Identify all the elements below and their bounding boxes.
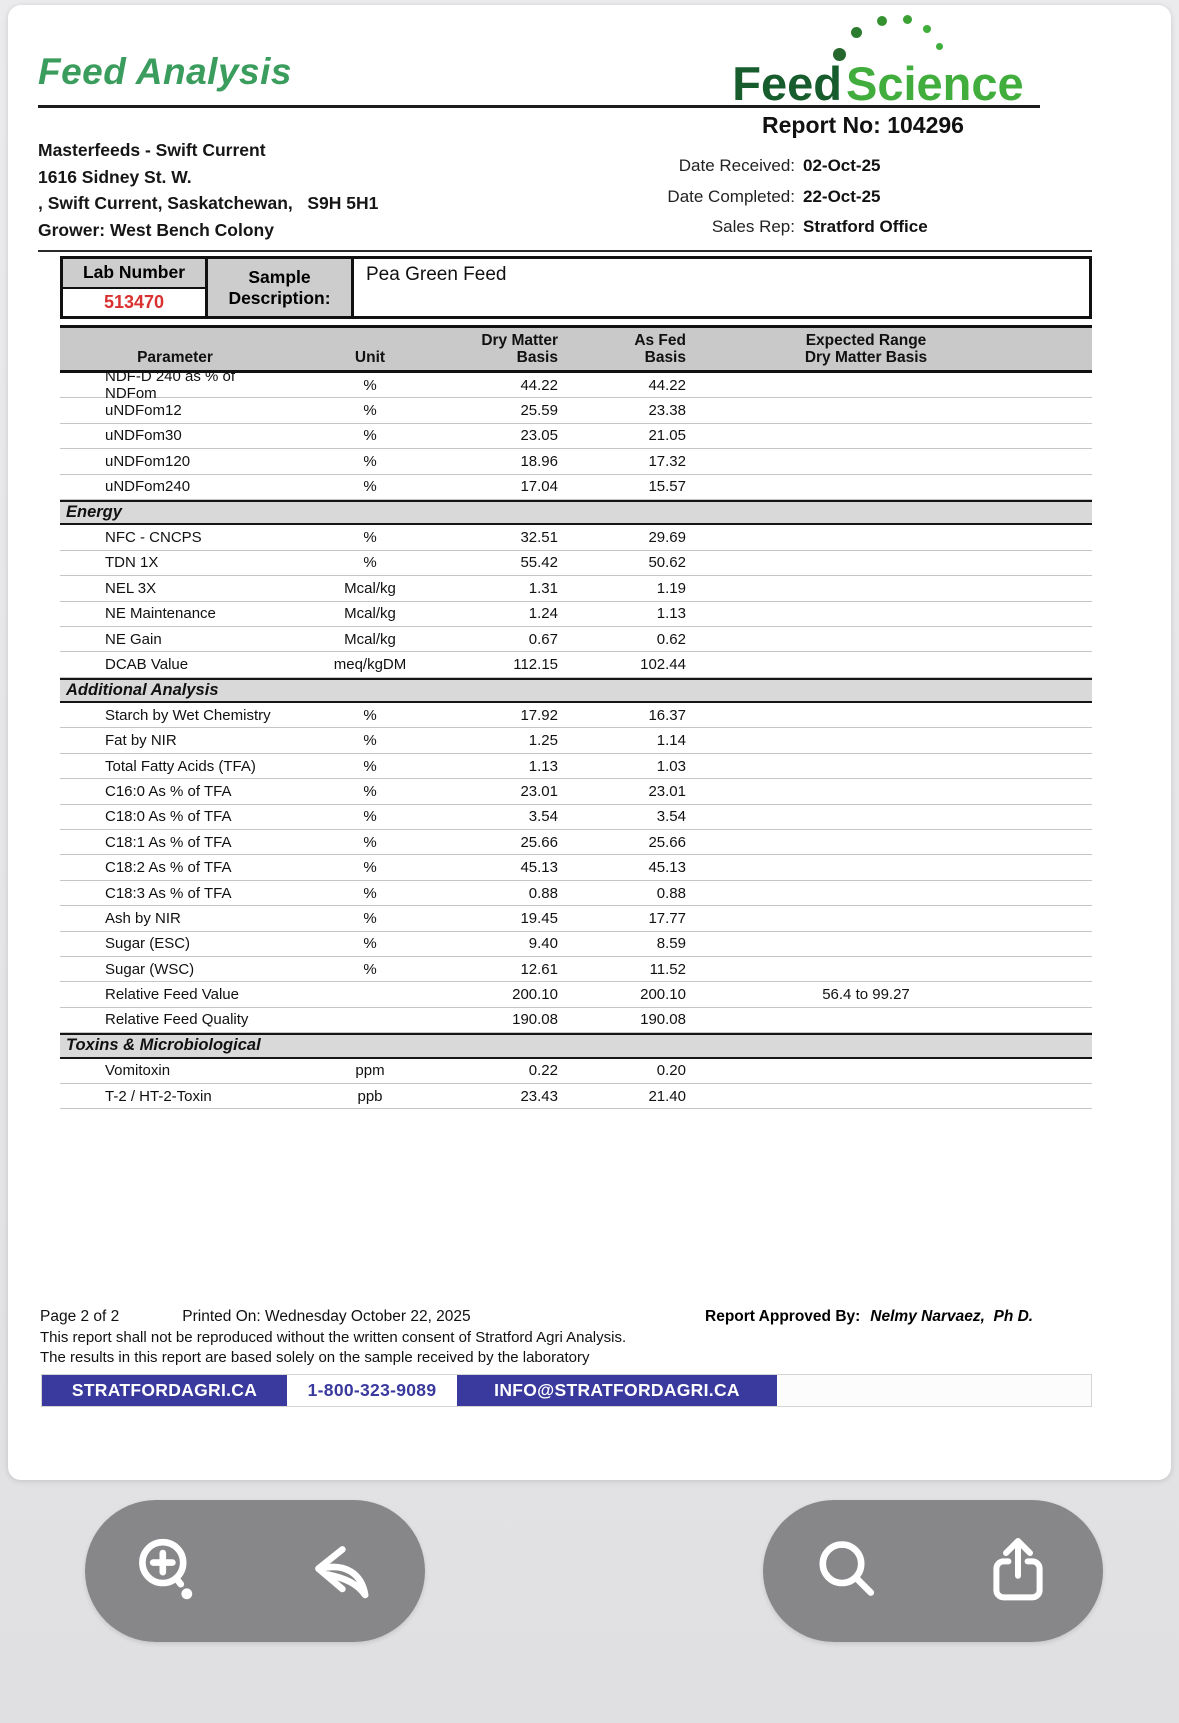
- table-row: [60, 982, 1092, 1007]
- cell-dry-matter: 18.96: [520, 452, 558, 470]
- cell-unit: %: [363, 529, 377, 547]
- lab-number-column: [63, 259, 208, 316]
- cell-unit: %: [363, 935, 377, 953]
- section-header: Additional Analysis: [60, 678, 1092, 703]
- approved-by-label: Report Approved By:: [705, 1308, 861, 1325]
- table-body: [60, 368, 1092, 1109]
- printed-on: Printed On: Wednesday October 22, 2025: [182, 1308, 471, 1325]
- cell-dry-matter: 1.13: [528, 757, 558, 775]
- report-page: [8, 5, 1171, 1480]
- cell-dry-matter: 1.31: [528, 579, 558, 597]
- table-row: [60, 424, 1092, 449]
- cell-as-fed: 0.62: [656, 630, 686, 648]
- table-row: [60, 1084, 1092, 1109]
- cell-as-fed: 45.13: [648, 859, 686, 877]
- lab-number-value: 513470: [103, 291, 165, 312]
- undo-button[interactable]: [295, 1526, 385, 1616]
- cell-as-fed: 29.69: [648, 529, 686, 547]
- share-button[interactable]: [973, 1526, 1063, 1616]
- table-row: [60, 728, 1092, 753]
- doc-title: Feed Analysis: [38, 51, 292, 92]
- table-row: [60, 602, 1092, 627]
- table-row: [60, 830, 1092, 855]
- footer-link[interactable]: 1-800-323-9089: [287, 1375, 457, 1406]
- col-header-as-fed: As Fed Basis: [634, 332, 686, 366]
- cell-as-fed: 44.22: [648, 376, 686, 394]
- table-row: [60, 551, 1092, 576]
- cell-as-fed: 190.08: [640, 1011, 686, 1029]
- cell-as-fed: 17.77: [648, 909, 686, 927]
- cell-parameter: C18:3 As % of TFA: [105, 884, 232, 902]
- table-row: [60, 398, 1092, 423]
- cell-parameter: uNDFom120: [105, 452, 191, 470]
- cell-parameter: NE Maintenance: [105, 605, 216, 623]
- report-info-row: [523, 212, 993, 243]
- table-row: [60, 652, 1092, 677]
- table-row: [60, 576, 1092, 601]
- table-header-row: [60, 325, 1092, 373]
- cell-dry-matter: 1.25: [528, 732, 558, 750]
- search-button[interactable]: [803, 1526, 893, 1616]
- cell-dry-matter: 45.13: [520, 859, 558, 877]
- cell-as-fed: 0.88: [656, 884, 686, 902]
- cell-unit: %: [363, 478, 377, 496]
- cell-as-fed: 25.66: [648, 833, 686, 851]
- zoom-in-icon: [134, 1535, 206, 1607]
- cell-parameter: C18:2 As % of TFA: [105, 859, 232, 877]
- divider: [38, 250, 1092, 252]
- cell-unit: %: [363, 808, 377, 826]
- report-info-row: [523, 182, 993, 213]
- info-label: Date Received:: [678, 156, 795, 176]
- cell-as-fed: 23.01: [648, 782, 686, 800]
- table-row: [60, 525, 1092, 550]
- footer-line: [40, 1308, 471, 1326]
- cell-as-fed: 1.13: [656, 605, 686, 623]
- table-row: [60, 881, 1092, 906]
- report-number: Report No: 104296: [762, 112, 964, 138]
- cell-as-fed: 1.14: [656, 732, 686, 750]
- cell-expected-range: 56.4 to 99.27: [822, 986, 910, 1004]
- cell-dry-matter: 23.01: [520, 782, 558, 800]
- cell-unit: %: [363, 402, 377, 420]
- section-header: Toxins & Microbiological: [60, 1033, 1092, 1058]
- cell-unit: %: [363, 554, 377, 572]
- cell-dry-matter: 25.66: [520, 833, 558, 851]
- cell-parameter: NFC - CNCPS: [105, 529, 202, 547]
- table-row: [60, 449, 1092, 474]
- cell-as-fed: 8.59: [656, 935, 686, 953]
- search-icon: [812, 1535, 884, 1607]
- cell-parameter: uNDFom12: [105, 402, 182, 420]
- table-row: [60, 957, 1092, 982]
- cell-as-fed: 15.57: [648, 478, 686, 496]
- cell-dry-matter: 44.22: [520, 376, 558, 394]
- info-value: 02-Oct-25: [803, 156, 881, 176]
- table-row: [60, 779, 1092, 804]
- cell-dry-matter: 25.59: [520, 402, 558, 420]
- feedscience-logo: [668, 57, 1088, 110]
- table-row: [60, 855, 1092, 880]
- cell-dry-matter: 0.88: [528, 884, 558, 902]
- cell-unit: %: [363, 757, 377, 775]
- cell-unit: %: [363, 376, 377, 394]
- cell-unit: %: [363, 732, 377, 750]
- table-row: [60, 368, 1092, 403]
- table-row: [60, 1059, 1092, 1084]
- cell-parameter: DCAB Value: [105, 655, 189, 673]
- section-header: Energy: [60, 500, 1092, 525]
- info-value: 22-Oct-25: [803, 186, 881, 206]
- cell-unit: %: [363, 452, 377, 470]
- cell-unit: Mcal/kg: [344, 579, 396, 597]
- address-line: Grower: West Bench Colony: [38, 219, 274, 240]
- col-header-parameter: Parameter: [137, 349, 213, 366]
- table-row: [60, 703, 1092, 728]
- cell-parameter: NEL 3X: [105, 579, 157, 597]
- footer-link[interactable]: STRATFORDAGRI.CA: [42, 1375, 287, 1406]
- table-row: [60, 906, 1092, 931]
- cell-as-fed: 16.37: [648, 706, 686, 724]
- report-info: [523, 151, 993, 243]
- toolbar-left-pill: [85, 1500, 425, 1642]
- cell-dry-matter: 17.92: [520, 706, 558, 724]
- info-value: Stratford Office: [803, 217, 928, 237]
- cell-dry-matter: 190.08: [512, 1011, 558, 1029]
- cell-dry-matter: 1.24: [528, 605, 558, 623]
- approved-by-value: Nelmy Narvaez, Ph D.: [870, 1308, 1034, 1325]
- cell-as-fed: 11.52: [649, 960, 686, 978]
- col-header-unit: Unit: [354, 349, 386, 366]
- cell-parameter: uNDFom30: [105, 427, 182, 445]
- cell-as-fed: 200.10: [640, 986, 686, 1004]
- page-indicator: Page 2 of 2: [40, 1308, 120, 1325]
- cell-as-fed: 3.54: [656, 808, 686, 826]
- address-line: Masterfeeds - Swift Current: [38, 140, 266, 160]
- approved-by: [705, 1308, 1033, 1326]
- lab-number-label: Lab Number: [63, 259, 205, 289]
- cell-unit: %: [363, 427, 377, 445]
- cell-unit: meq/kgDM: [333, 655, 407, 673]
- cell-unit: %: [363, 706, 377, 724]
- cell-unit: Mcal/kg: [344, 630, 396, 648]
- address-block: [38, 137, 378, 243]
- cell-dry-matter: 55.42: [520, 554, 558, 572]
- cell-as-fed: 102.44: [640, 655, 686, 673]
- cell-as-fed: 21.40: [648, 1087, 686, 1105]
- cell-unit: Mcal/kg: [344, 605, 396, 623]
- cell-unit: %: [363, 859, 377, 877]
- sample-description-label: Sample Description:: [208, 259, 354, 316]
- table-row: [60, 475, 1092, 500]
- cell-unit: %: [363, 782, 377, 800]
- cell-parameter: C18:1 As % of TFA: [105, 833, 232, 851]
- cell-unit: %: [363, 884, 377, 902]
- cell-parameter: NE Gain: [105, 630, 162, 648]
- cell-dry-matter: 17.04: [520, 478, 558, 496]
- cell-parameter: Relative Feed Value: [105, 986, 239, 1004]
- table-row: [60, 754, 1092, 779]
- cell-unit: %: [363, 960, 377, 978]
- cell-parameter: Relative Feed Quality: [105, 1011, 249, 1029]
- cell-dry-matter: 0.67: [528, 630, 558, 648]
- disclaimer-1: This report shall not be reproduced without the written consent of Stratford Agri Analysis.: [40, 1329, 627, 1346]
- cell-as-fed: 21.05: [648, 427, 686, 445]
- cell-parameter: TDN 1X: [105, 554, 159, 572]
- cell-parameter: Starch by Wet Chemistry: [105, 706, 271, 724]
- cell-parameter: Total Fatty Acids (TFA): [105, 757, 256, 775]
- disclaimer-2: The results in this report are based solely on the sample received by the laboratory: [40, 1349, 590, 1366]
- address-line: 1616 Sidney St. W.: [38, 166, 192, 187]
- undo-icon: [304, 1535, 376, 1607]
- address-line: , Swift Current, Saskatchewan, S9H 5H1: [38, 193, 379, 213]
- contact-bar: [41, 1374, 1092, 1407]
- cell-parameter: Ash by NIR: [105, 909, 181, 927]
- info-label: Date Completed:: [667, 186, 795, 206]
- cell-dry-matter: 112.15: [513, 655, 558, 673]
- cell-dry-matter: 19.45: [520, 909, 558, 927]
- cell-as-fed: 1.03: [656, 757, 686, 775]
- cell-parameter: uNDFom240: [105, 478, 191, 496]
- cell-parameter: NDF-D 240 as % of NDFom: [105, 368, 236, 403]
- cell-dry-matter: 23.05: [520, 427, 558, 445]
- report-info-row: [523, 151, 993, 182]
- cell-parameter: Sugar (WSC): [105, 960, 195, 978]
- cell-dry-matter: 0.22: [528, 1062, 558, 1080]
- cell-as-fed: 0.20: [656, 1062, 686, 1080]
- logo-text-science: Science: [846, 57, 1024, 110]
- logo-text-feed: Feed: [732, 57, 842, 110]
- table-row: [60, 1008, 1092, 1033]
- cell-unit: ppm: [355, 1062, 385, 1080]
- sample-info-table: [60, 256, 1092, 319]
- info-label: Sales Rep:: [711, 217, 795, 237]
- cell-dry-matter: 12.61: [520, 960, 558, 978]
- table-row: [60, 805, 1092, 830]
- zoom-in-button[interactable]: [125, 1526, 215, 1616]
- cell-parameter: Sugar (ESC): [105, 935, 191, 953]
- cell-parameter: C18:0 As % of TFA: [105, 808, 232, 826]
- cell-as-fed: 23.38: [648, 402, 686, 420]
- cell-parameter: T-2 / HT-2-Toxin: [105, 1087, 212, 1105]
- cell-dry-matter: 23.43: [520, 1087, 558, 1105]
- cell-unit: %: [363, 833, 377, 851]
- cell-dry-matter: 200.10: [512, 986, 558, 1004]
- share-icon: [982, 1535, 1054, 1607]
- table-row: [60, 932, 1092, 957]
- footer-link[interactable]: INFO@STRATFORDAGRI.CA: [457, 1375, 777, 1406]
- cell-dry-matter: 3.54: [528, 808, 558, 826]
- cell-parameter: Vomitoxin: [105, 1062, 171, 1080]
- cell-as-fed: 1.19: [656, 579, 686, 597]
- cell-as-fed: 50.62: [648, 554, 686, 572]
- sample-description-value: Pea Green Feed: [366, 264, 507, 285]
- cell-unit: %: [363, 909, 377, 927]
- cell-dry-matter: 9.40: [528, 935, 558, 953]
- analysis-table: [60, 325, 1092, 1109]
- cell-parameter: C16:0 As % of TFA: [105, 782, 232, 800]
- col-header-expected-range: Expected Range Dry Matter Basis: [804, 332, 928, 366]
- col-header-dry-matter: Dry Matter Basis: [481, 332, 558, 366]
- toolbar-right-pill: [763, 1500, 1103, 1642]
- cell-as-fed: 17.32: [648, 452, 686, 470]
- cell-parameter: Fat by NIR: [105, 732, 177, 750]
- cell-unit: ppb: [357, 1087, 383, 1105]
- table-row: [60, 627, 1092, 652]
- cell-dry-matter: 32.51: [520, 529, 558, 547]
